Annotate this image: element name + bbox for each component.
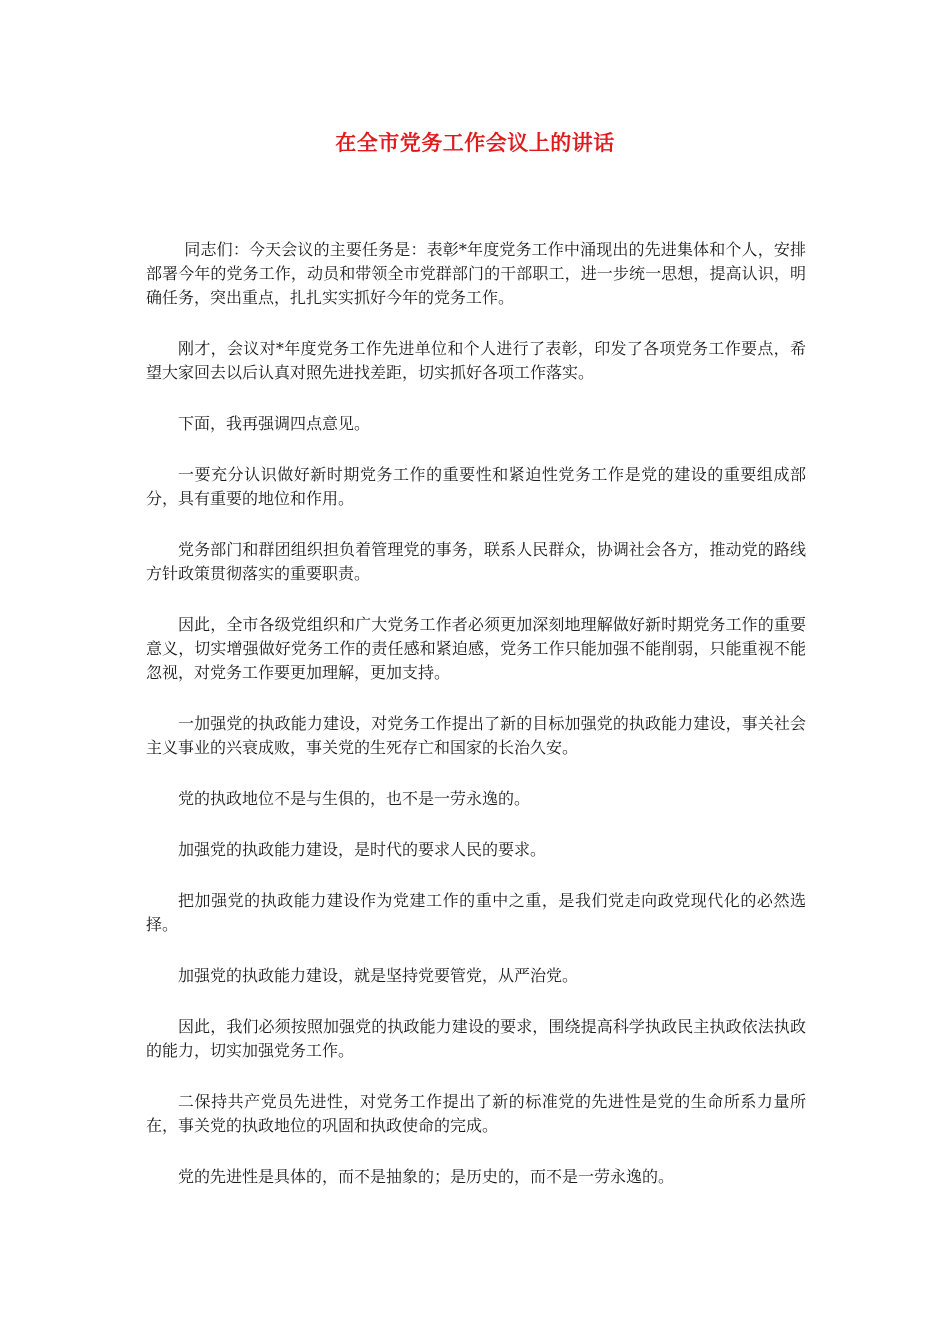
paragraph-11: 加强党的执政能力建设，就是坚持党要管党，从严治党。 bbox=[178, 966, 579, 985]
paragraph-10: 把加强党的执政能力建设作为党建工作的重中之重，是我们党走向政党现代化的必然选择。 bbox=[146, 891, 806, 934]
paragraph-12: 因此，我们必须按照加强党的执政能力建设的要求，围绕提高科学执政民主执政依法执政的能力，切实加强党务工作。 bbox=[146, 1017, 806, 1060]
paragraph-14: 党的先进性是具体的，而不是抽象的；是历史的，而不是一劳永逸的。 bbox=[178, 1167, 675, 1186]
document-title: 在全市党务工作会议上的讲话 bbox=[335, 130, 615, 155]
document-body bbox=[146, 238, 806, 1216]
paragraph-3: 下面，我再强调四点意见。 bbox=[178, 414, 371, 433]
paragraph-2: 刚才，会议对*年度党务工作先进单位和个人进行了表彰，印发了各项党务工作要点，希望大家回去以后认真对照先进找差距，切实抓好各项工作落实。 bbox=[146, 339, 806, 382]
paragraph-9: 加强党的执政能力建设，是时代的要求人民的要求。 bbox=[178, 840, 547, 859]
paragraph-5: 党务部门和群团组织担负着管理党的事务，联系人民群众，协调社会各方，推动党的路线方针政策贯彻落实的重要职责。 bbox=[146, 540, 806, 583]
paragraph-6: 因此，全市各级党组织和广大党务工作者必须更加深刻地理解做好新时期党务工作的重要意义，切实增强做好党务工作的责任感和紧迫感，党务工作只能加强不能削弱，只能重视不能忽视，对党务工作要更加理解，更加支持。 bbox=[146, 615, 806, 682]
paragraph-1: 同志们：今天会议的主要任务是：表彰*年度党务工作中涌现出的先进集体和个人，安排部署今年的党务工作，动员和带领全市党群部门的干部职工，进一步统一思想，提高认识，明确任务，突出重点，扎扎实实抓好今年的党务工作。 bbox=[146, 240, 806, 307]
paragraph-4: 一要充分认识做好新时期党务工作的重要性和紧迫性党务工作是党的建设的重要组成部分，具有重要的地位和作用。 bbox=[146, 465, 806, 508]
paragraph-13: 二保持共产党员先进性，对党务工作提出了新的标准党的先进性是党的生命所系力量所在，事关党的执政地位的巩固和执政使命的完成。 bbox=[146, 1092, 806, 1135]
paragraph-7: 一加强党的执政能力建设，对党务工作提出了新的目标加强党的执政能力建设，事关社会主义事业的兴衰成败，事关党的生死存亡和国家的长治久安。 bbox=[146, 714, 806, 757]
paragraph-8: 党的执政地位不是与生俱的，也不是一劳永逸的。 bbox=[178, 789, 531, 808]
